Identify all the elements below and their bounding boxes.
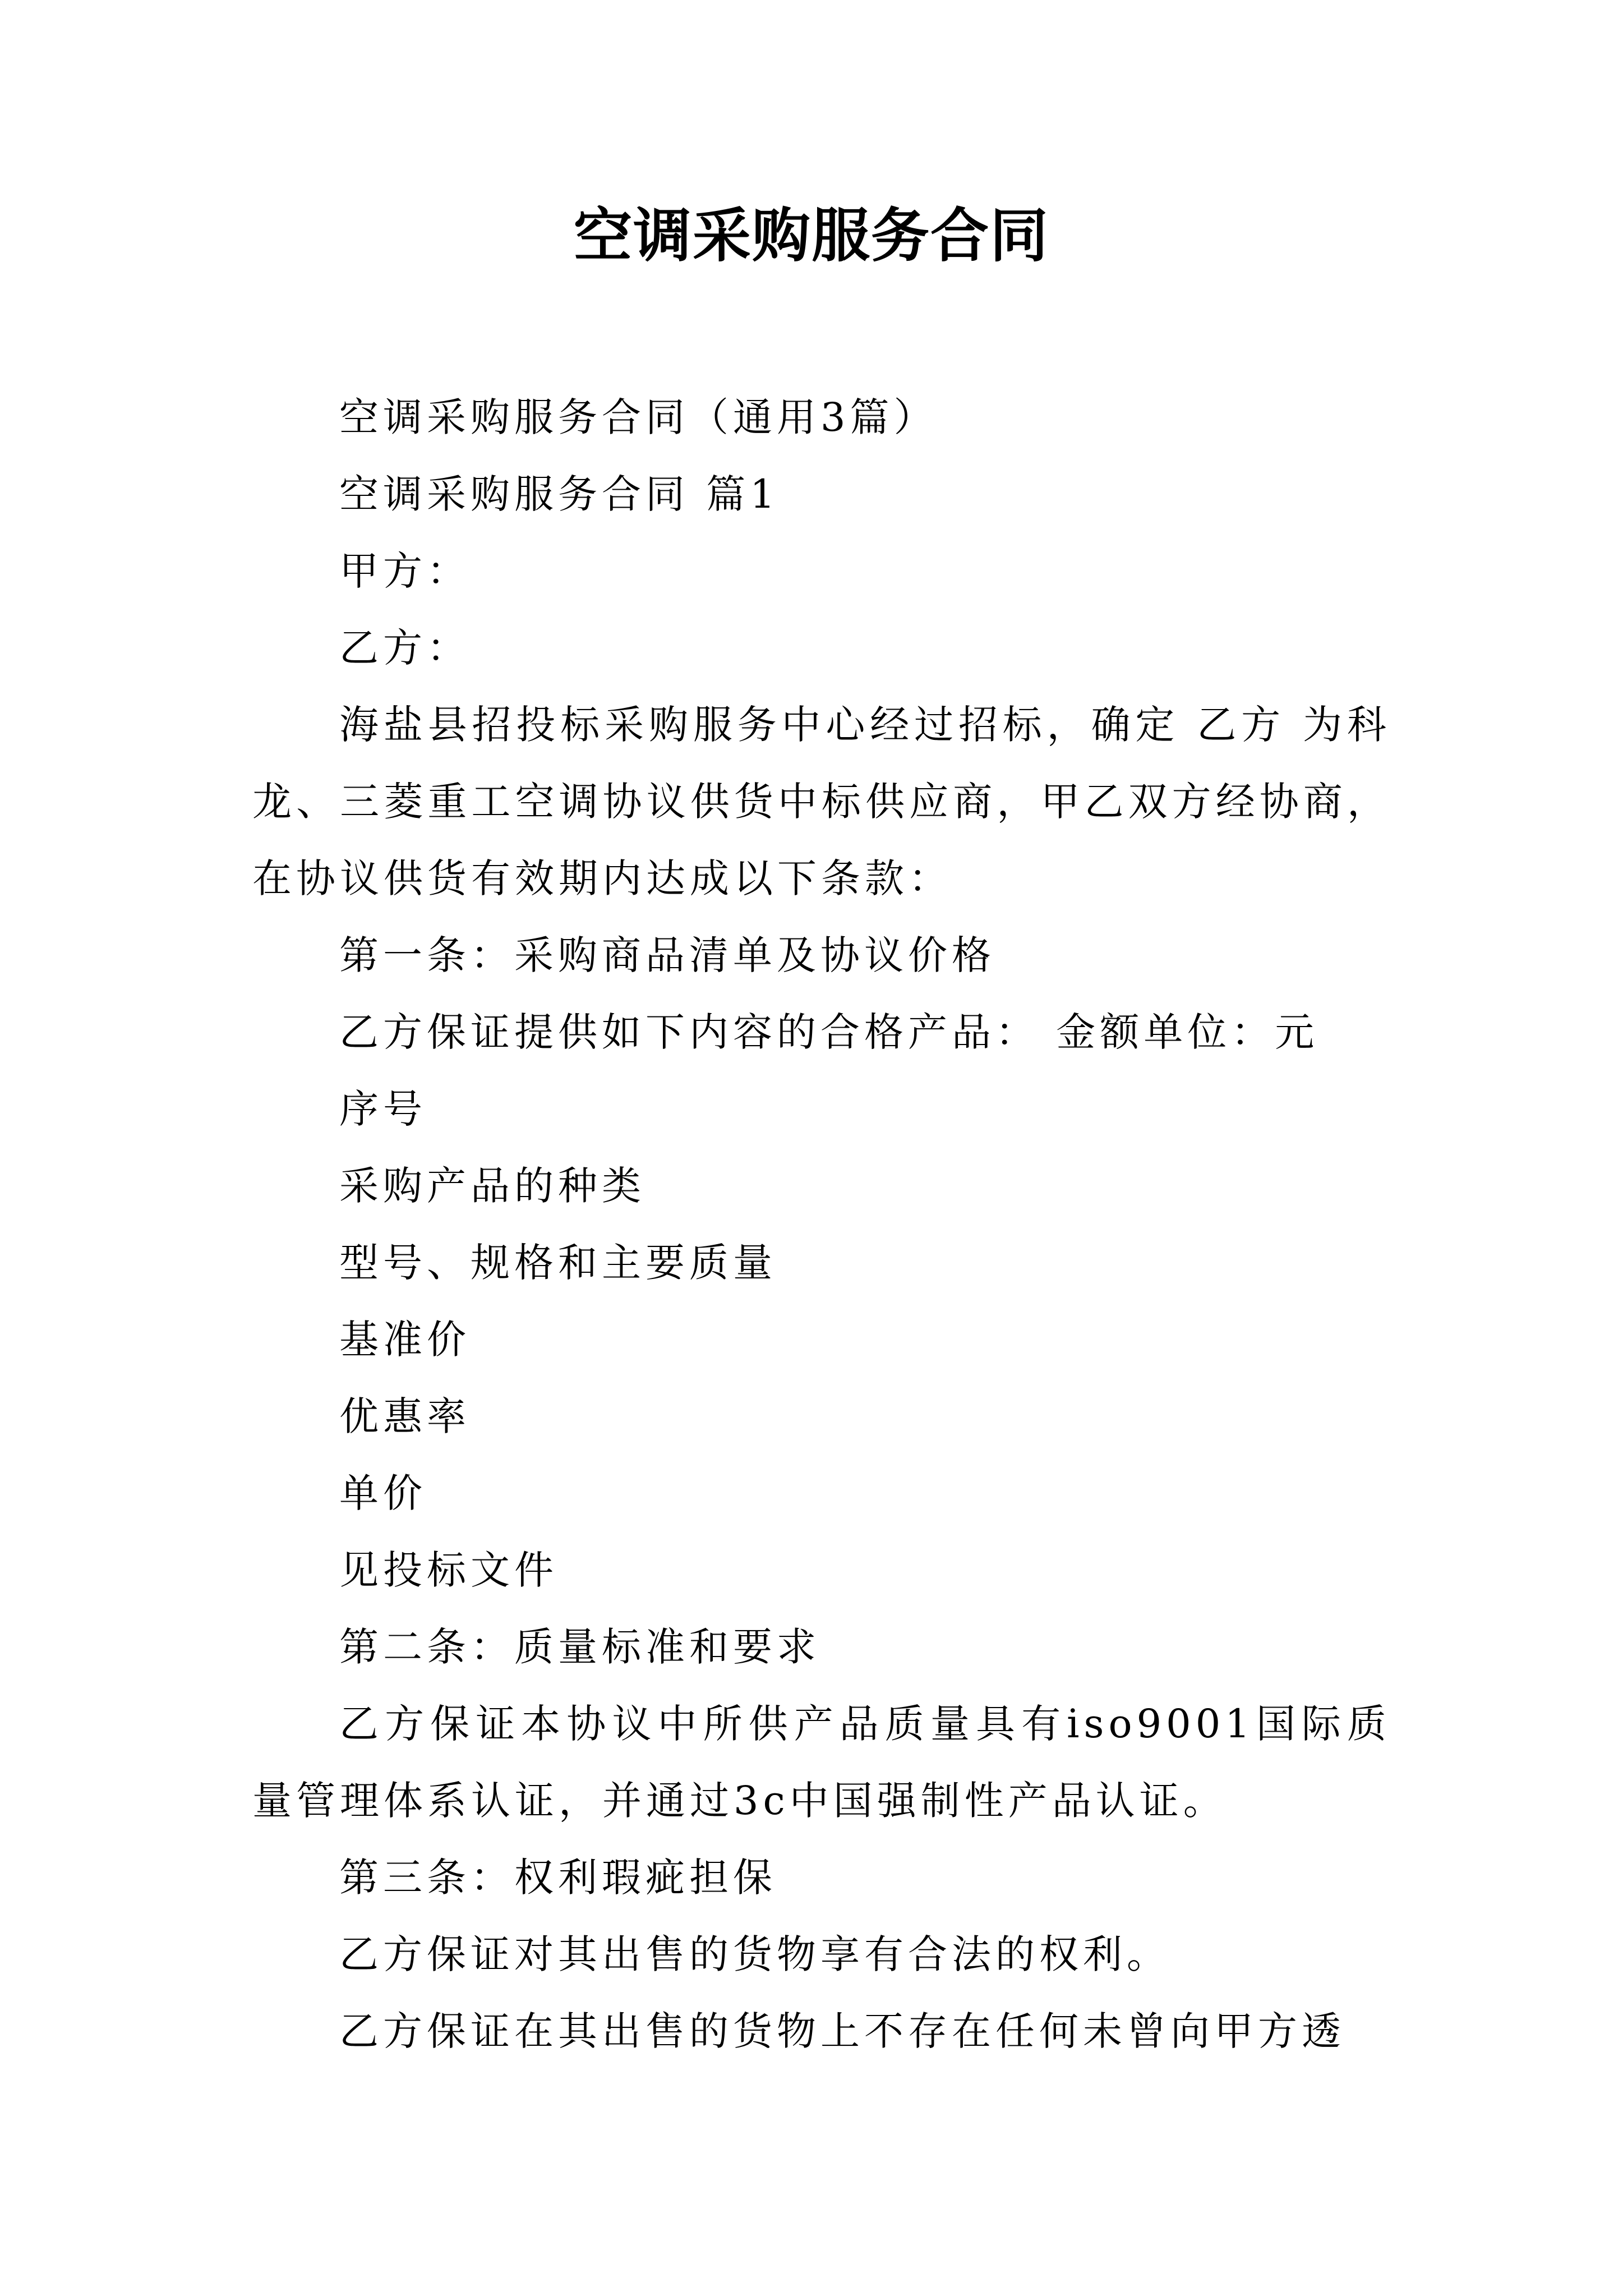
paragraph-article-2-text: 乙方保证本协议中所供产品质量具有iso9001国际质量管理体系认证，并通过3c中国强制性产品认证。: [252, 1701, 1391, 1824]
paragraph-list-item: 见投标文件: [339, 1547, 558, 1593]
paragraph-article-1-heading: 第一条：采购商品清单及协议价格: [339, 932, 995, 978]
document-body: [252, 379, 1391, 2070]
paragraph-section-heading: 空调采购服务合同 篇1: [339, 471, 780, 517]
paragraph-list-item: 采购产品的种类: [339, 1163, 645, 1209]
paragraph-party-a: 甲方：: [339, 548, 471, 594]
paragraph-subtitle: 空调采购服务合同（通用3篇）: [339, 394, 938, 440]
paragraph-article-1-text: 乙方保证提供如下内容的合格产品： 金额单位：元: [339, 1009, 1319, 1055]
paragraph-article-2-heading: 第二条：质量标准和要求: [339, 1624, 820, 1670]
paragraph-article-3-text-1: 乙方保证对其出售的货物享有合法的权利。: [339, 1931, 1170, 1977]
document-title: 空调采购服务合同: [573, 201, 1049, 270]
paragraph-list-item: 序号: [339, 1086, 427, 1132]
paragraph-list-item: 基准价: [339, 1317, 471, 1363]
paragraph-party-b: 乙方：: [339, 625, 471, 671]
paragraph-list-item: 型号、规格和主要质量: [339, 1240, 777, 1286]
paragraph-article-3-heading: 第三条：权利瑕疵担保: [339, 1855, 777, 1901]
paragraph-intro: 海盐县招投标采购服务中心经过招标，确定 乙方 为科龙、三菱重工空调协议供货中标供应商，甲乙双方经协商，在协议供货有效期内达成以下条款：: [252, 702, 1391, 901]
paragraph-list-item: 优惠率: [339, 1393, 471, 1439]
paragraph-list-item: 单价: [339, 1470, 427, 1516]
paragraph-article-3-text-2: 乙方保证在其出售的货物上不存在任何未曾向甲方透: [339, 2008, 1345, 2054]
